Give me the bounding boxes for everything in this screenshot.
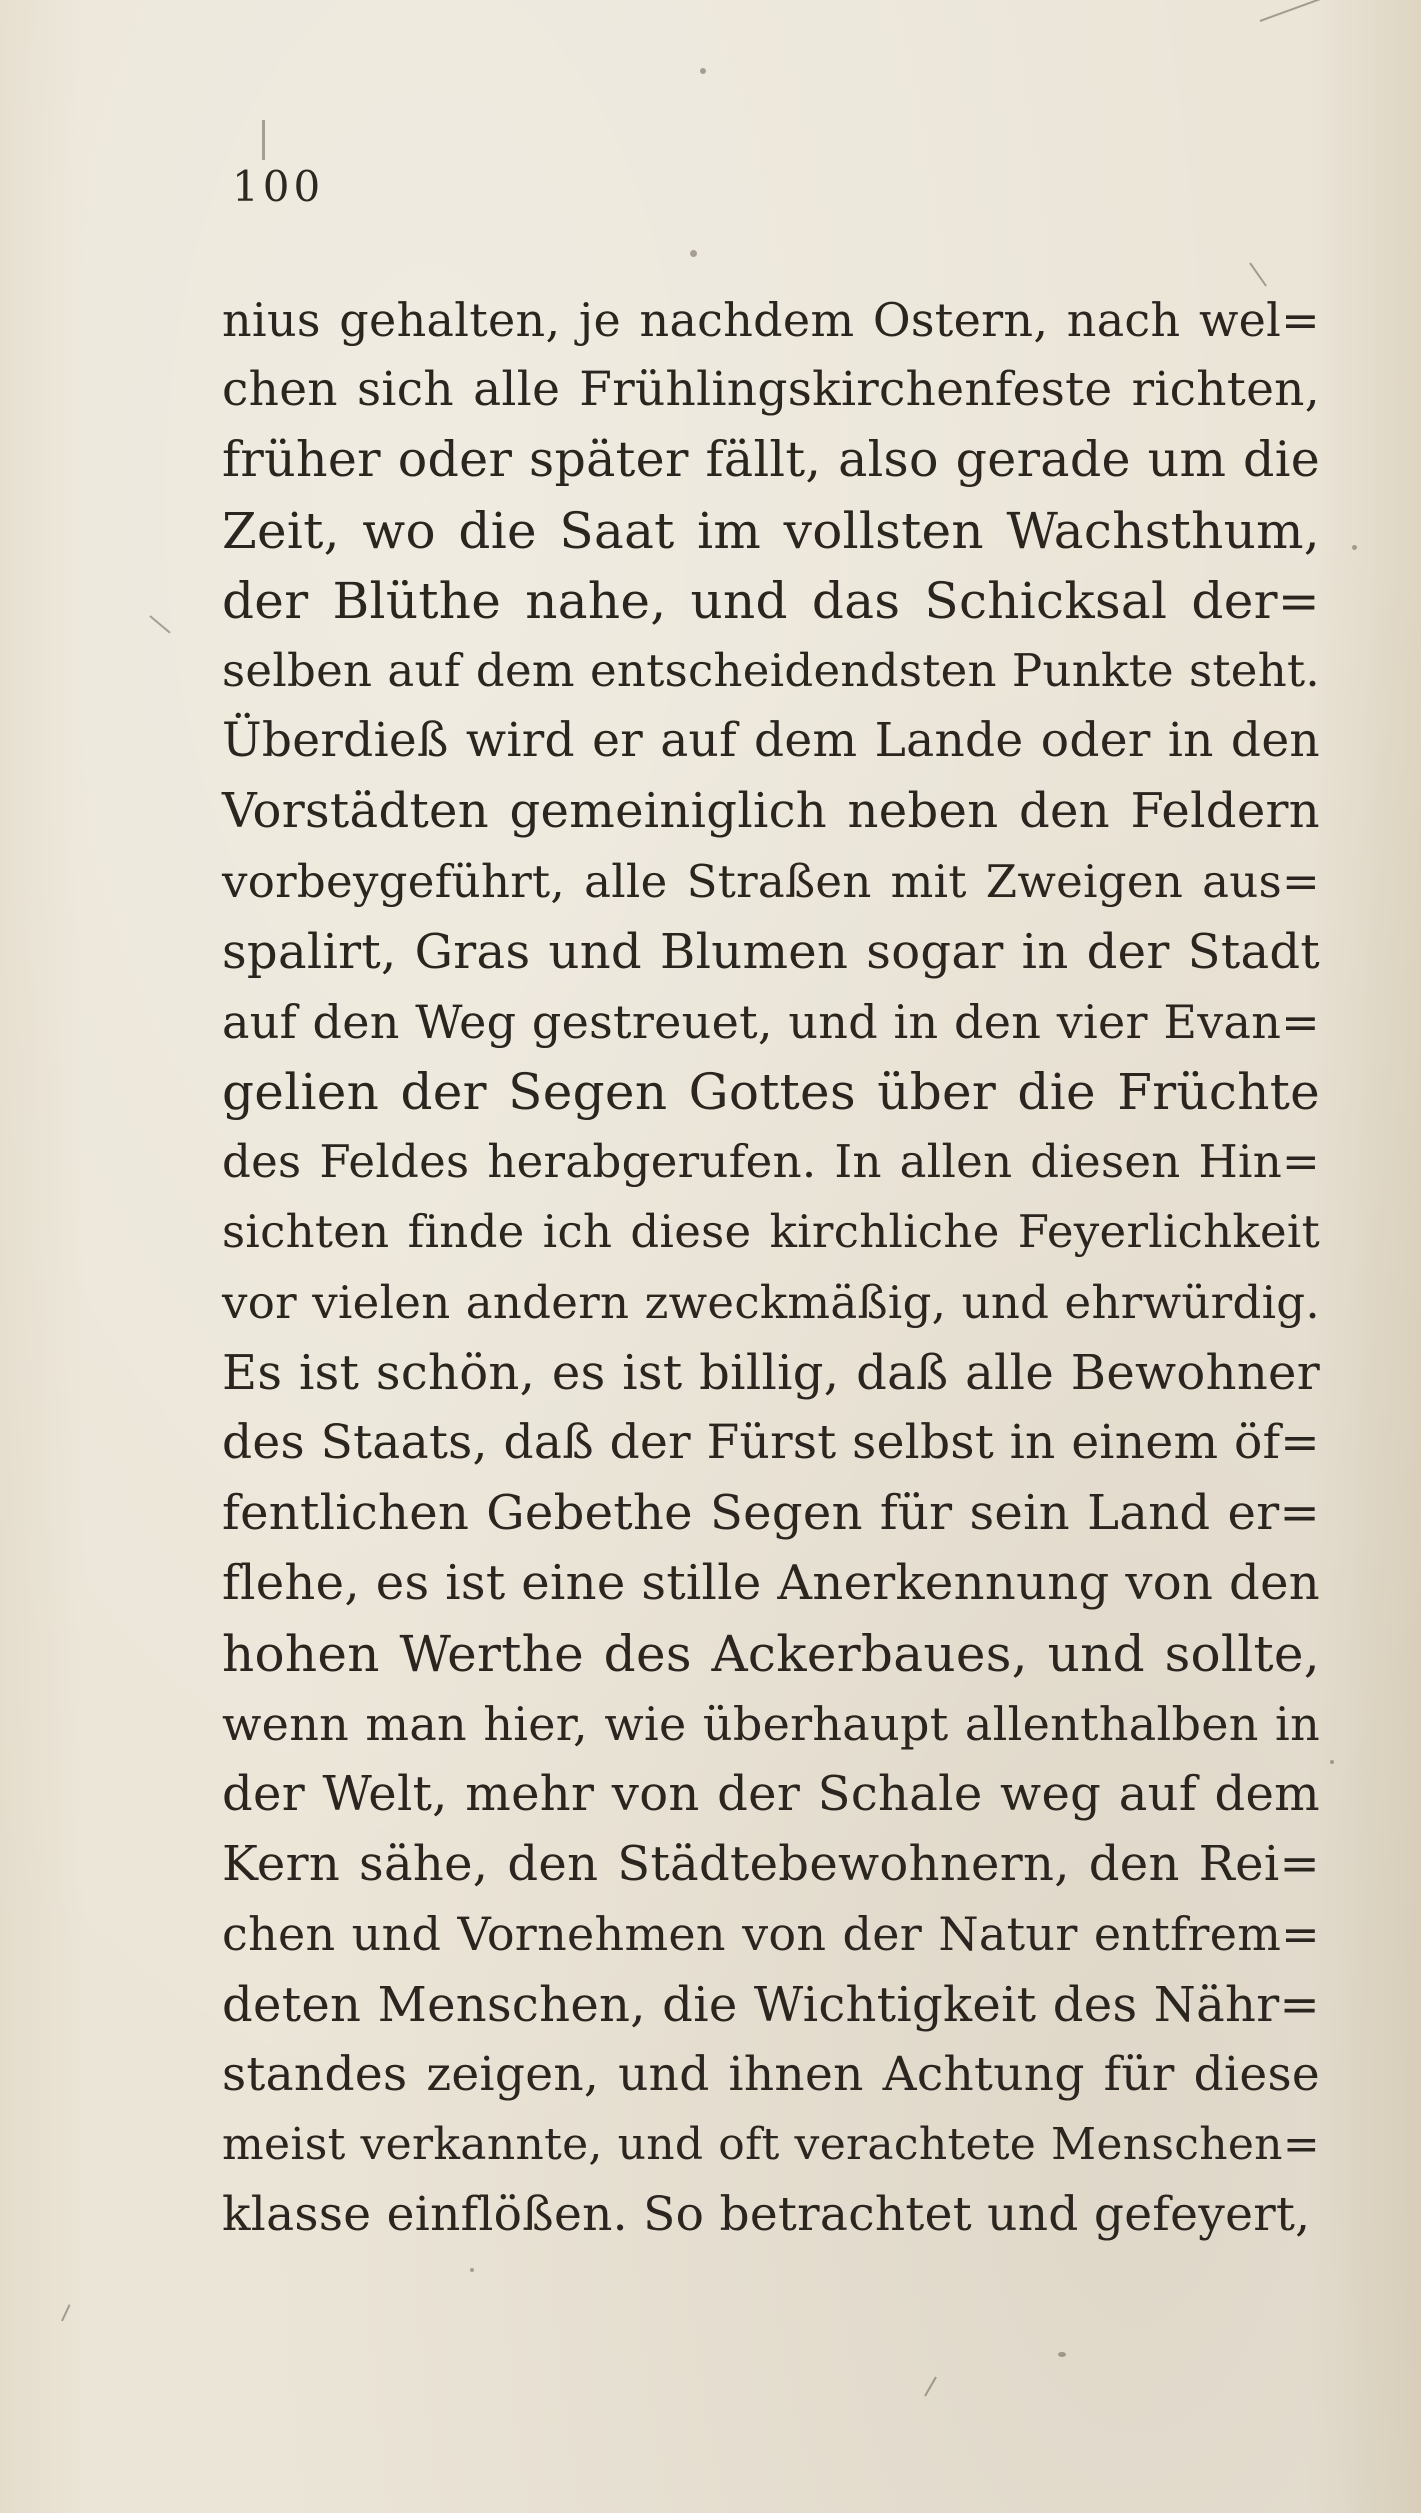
text-line: der Blüthe nahe, und das Schicksal der= (222, 571, 1320, 630)
paper-scratch (262, 120, 265, 160)
text-line: nius gehalten, je nachdem Ostern, nach wel= (222, 293, 1320, 347)
paper-scratch (1260, 0, 1326, 22)
text-line: Vorstädten gemeiniglich neben den Feldern (222, 783, 1320, 840)
text-line: standes zeigen, und ihnen Achtung für diese (222, 2046, 1320, 2102)
paper-scratch (61, 2304, 70, 2321)
text-line: selben auf dem entscheidendsten Punkte steht. (222, 643, 1320, 697)
text-line: chen sich alle Frühlingskirchenfeste richten, (222, 362, 1320, 418)
text-line: wenn man hier, wie überhaupt allenthalben in (222, 1696, 1320, 1751)
text-line: spalirt, Gras und Blumen sogar in der Stadt (222, 923, 1320, 980)
text-line: vor vielen andern zweckmäßig, und ehrwürdig. (222, 1275, 1320, 1329)
text-line: früher oder später fällt, also gerade um die (222, 431, 1320, 489)
paper-speck (470, 2268, 474, 2272)
paper-scratch (1249, 262, 1267, 286)
paper-speck (700, 68, 706, 74)
text-line: der Welt, mehr von der Schale weg auf dem (222, 1765, 1320, 1822)
paper-scratch (149, 615, 170, 633)
paper-speck (690, 250, 697, 257)
text-line: meist verkannte, und oft verachtete Menschen= (222, 2118, 1320, 2170)
text-line: Kern sähe, den Städtebewohnern, den Rei= (222, 1836, 1320, 1893)
text-line: hohen Werthe des Ackerbaues, und sollte, (222, 1624, 1320, 1683)
text-line: Es ist schön, es ist billig, daß alle Bewohner (222, 1344, 1320, 1401)
paper-speck (1058, 2352, 1066, 2357)
text-line: Zeit, wo die Saat im vollsten Wachsthum, (222, 501, 1320, 560)
text-line: des Feldes herabgerufen. In allen diesen Hin= (222, 1135, 1320, 1189)
paper-speck (1352, 545, 1357, 550)
paper-speck (1330, 1760, 1334, 1764)
text-line: sichten finde ich diese kirchliche Feyerlichkeit (222, 1205, 1320, 1259)
text-line: flehe, es ist eine stille Anerkennung von den (222, 1555, 1320, 1612)
paper-scratch (924, 2376, 937, 2396)
text-line: chen und Vornehmen von der Natur entfrem= (222, 1907, 1320, 1962)
text-line: fentlichen Gebethe Segen für sein Land er= (222, 1485, 1320, 1542)
text-line: klasse einflößen. So betrachtet und gefeyert, (222, 2187, 1311, 2243)
text-line: gelien der Segen Gottes über die Früchte (222, 1063, 1320, 1122)
page-number: 100 (232, 162, 325, 211)
text-line: auf den Weg gestreuet, und in den vier Evan= (222, 994, 1320, 1049)
text-line: Überdieß wird er auf dem Lande oder in den (222, 713, 1320, 769)
text-line: des Staats, daß der Fürst selbst in einem öf= (222, 1415, 1320, 1470)
body-text (222, 285, 1320, 2250)
text-line: vorbeygeführt, alle Straßen mit Zweigen aus= (222, 854, 1320, 908)
text-line: deten Menschen, die Wichtigkeit des Nähr= (222, 1976, 1320, 2033)
